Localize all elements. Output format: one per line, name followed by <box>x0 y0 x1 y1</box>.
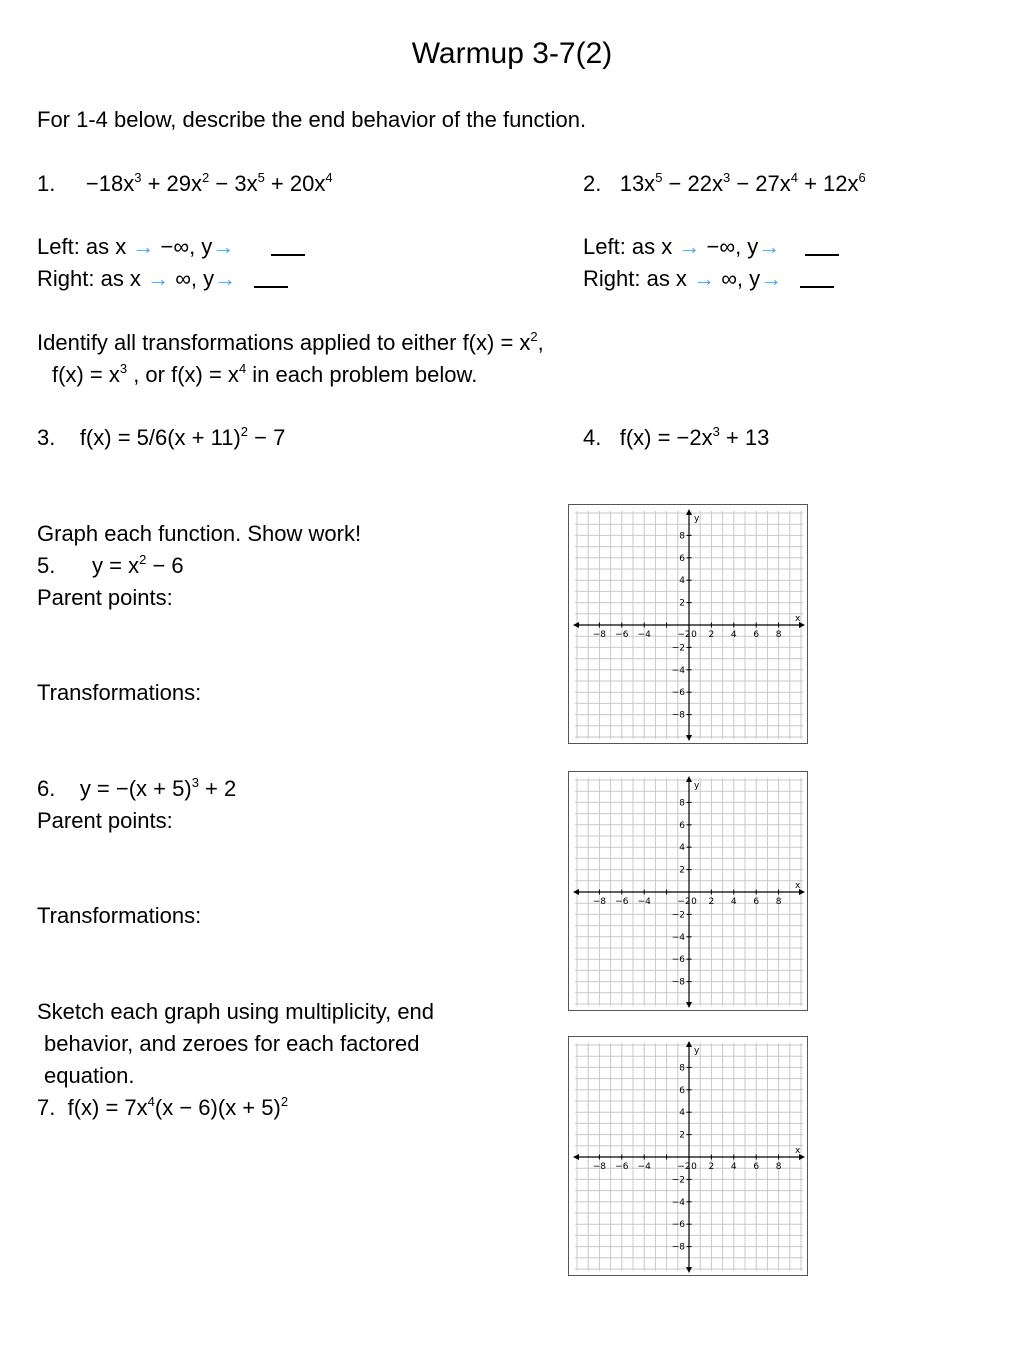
y-tick-label: 2 <box>679 1130 685 1141</box>
instructions-end-behavior: For 1-4 below, describe the end behavior of the function. <box>37 107 587 132</box>
transformations-label: Transformations: <box>37 680 202 705</box>
x-tick-label: −8 <box>592 897 607 907</box>
coordinate-grid-1[interactable] <box>568 504 808 744</box>
x-axis-left-arrow-icon <box>573 622 579 628</box>
x-tick-label: 0 <box>691 897 697 907</box>
problem-7: 7. $f(x) = 7x^4(x - 6)(x + 5)^2$ <box>37 1094 289 1120</box>
x-axis-label: x <box>795 881 801 891</box>
x-tick-label: 4 <box>730 630 737 640</box>
x-tick-label: 8 <box>775 1162 782 1172</box>
y-tick-label: −4 <box>671 932 685 943</box>
x-tick-label: −6 <box>615 897 629 907</box>
x-tick-label: 0 <box>691 630 697 640</box>
arrow-right-icon: → <box>760 266 783 291</box>
y-tick-label: 4 <box>679 576 685 587</box>
x-tick-label: 8 <box>775 630 782 640</box>
y-axis-up-arrow-icon <box>686 776 692 782</box>
y-axis-down-arrow-icon <box>686 1002 692 1008</box>
y-tick-label: −6 <box>671 955 685 966</box>
arrow-right-icon: → <box>678 234 701 259</box>
x-tick-label: −8 <box>592 630 607 640</box>
p2-right-end-behavior: Right: as x → ∞, y→ <box>583 266 834 292</box>
x-tick-label: 6 <box>753 897 760 907</box>
y-tick-label: 4 <box>679 1108 685 1119</box>
page-title: Warmup 3-7(2) <box>411 37 613 70</box>
y-tick-label: −6 <box>671 1220 685 1231</box>
x-tick-label: 2 <box>708 897 715 907</box>
x-tick-label: −4 <box>637 897 651 907</box>
y-tick-label: 8 <box>679 798 685 809</box>
y-tick-label: 4 <box>679 843 685 854</box>
y-tick-label: −2 <box>671 910 685 921</box>
y-tick-label: −8 <box>671 977 685 988</box>
coordinate-grid-3[interactable] <box>568 1036 808 1276</box>
x-tick-label: −6 <box>615 630 629 640</box>
sketch-instructions-line3: equation. <box>44 1063 135 1088</box>
problem-3: 3. $f(x) = 5/6(x + 11)^2 - 7$ <box>37 424 286 450</box>
arrow-right-icon: → <box>758 234 781 259</box>
answer-blank[interactable] <box>271 236 305 256</box>
x-tick-label: 4 <box>730 897 737 907</box>
y-axis-label: y <box>694 514 700 524</box>
y-tick-label: 2 <box>679 865 685 876</box>
answer-blank[interactable] <box>805 236 839 256</box>
y-tick-label: −8 <box>671 710 685 721</box>
y-tick-label: 8 <box>679 531 685 542</box>
x-tick-label: 6 <box>753 1162 760 1172</box>
x-tick-label: −8 <box>592 1162 607 1172</box>
x-tick-label: 4 <box>730 1162 737 1172</box>
y-axis-up-arrow-icon <box>686 1041 692 1047</box>
y-axis-label: y <box>694 781 700 791</box>
y-tick-label: −2 <box>671 643 685 654</box>
x-tick-label: 6 <box>753 630 760 640</box>
y-tick-label: 6 <box>679 553 685 564</box>
x-axis-left-arrow-icon <box>573 1154 579 1160</box>
x-tick-label: 2 <box>708 1162 715 1172</box>
answer-blank[interactable] <box>254 268 288 288</box>
y-tick-label: 2 <box>679 598 685 609</box>
problem-2: 2. $13x^5 - 22x^3 - 27x^4 + 12x^6$ <box>583 170 866 196</box>
y-tick-label: −2 <box>671 1175 685 1186</box>
arrow-right-icon: → <box>212 234 235 259</box>
x-axis-label: x <box>795 614 801 624</box>
problem-5: 5. $y = x^2 - 6$ <box>37 552 184 578</box>
coordinate-grid-2[interactable] <box>568 771 808 1011</box>
arrow-right-icon: → <box>214 266 237 291</box>
problem-1: 1. $-18x^3 + 29x^2 - 3x^5 + 20x^4$ <box>37 170 333 196</box>
transformations-label: Transformations: <box>37 903 202 928</box>
x-tick-label: −4 <box>637 630 651 640</box>
p1-left-end-behavior: Left: as x → −∞, y→ <box>37 234 305 260</box>
x-tick-label: 2 <box>708 630 715 640</box>
x-tick-label: 8 <box>775 897 782 907</box>
x-axis-label: x <box>795 1146 801 1156</box>
p1-right-end-behavior: Right: as x → ∞, y→ <box>37 266 288 292</box>
x-tick-label: −4 <box>637 1162 651 1172</box>
y-tick-label: −4 <box>671 1197 685 1208</box>
y-axis-down-arrow-icon <box>686 1267 692 1273</box>
y-tick-label: 6 <box>679 1085 685 1096</box>
y-tick-label: 6 <box>679 820 685 831</box>
y-axis-down-arrow-icon <box>686 735 692 741</box>
y-tick-label: −6 <box>671 688 685 699</box>
instructions-transformations-line2: $f(x) = x^3$ , or $f(x) = x^4$ in each problem below. <box>52 361 478 387</box>
arrow-right-icon: → <box>693 266 716 291</box>
x-tick-label: −2 <box>677 630 691 640</box>
x-tick-label: −2 <box>677 897 691 907</box>
parent-points-label: Parent points: <box>37 808 173 833</box>
instructions-transformations-line1: Identify all transformations applied to either $f(x) = x^2$, <box>37 329 544 355</box>
problem-6: 6. $y = -(x + 5)^3 + 2$ <box>37 775 237 801</box>
y-tick-label: −4 <box>671 665 685 676</box>
parent-points-label: Parent points: <box>37 585 173 610</box>
x-axis-left-arrow-icon <box>573 889 579 895</box>
y-tick-label: −8 <box>671 1242 685 1253</box>
x-tick-label: 0 <box>691 1162 697 1172</box>
x-tick-label: −2 <box>677 1162 691 1172</box>
sketch-instructions-line1: Sketch each graph using multiplicity, end <box>37 999 435 1024</box>
y-axis-label: y <box>694 1046 700 1056</box>
y-tick-label: 8 <box>679 1063 685 1074</box>
x-tick-label: −6 <box>615 1162 629 1172</box>
y-axis-up-arrow-icon <box>686 509 692 515</box>
answer-blank[interactable] <box>800 268 834 288</box>
sketch-instructions-line2: behavior, and zeroes for each factored <box>44 1031 420 1056</box>
arrow-right-icon: → <box>132 234 155 259</box>
arrow-right-icon: → <box>147 266 170 291</box>
graph-heading: Graph each function. Show work! <box>37 521 362 546</box>
problem-4: 4. $f(x) = -2x^3 + 13$ <box>583 424 770 450</box>
p2-left-end-behavior: Left: as x → −∞, y→ <box>583 234 839 260</box>
